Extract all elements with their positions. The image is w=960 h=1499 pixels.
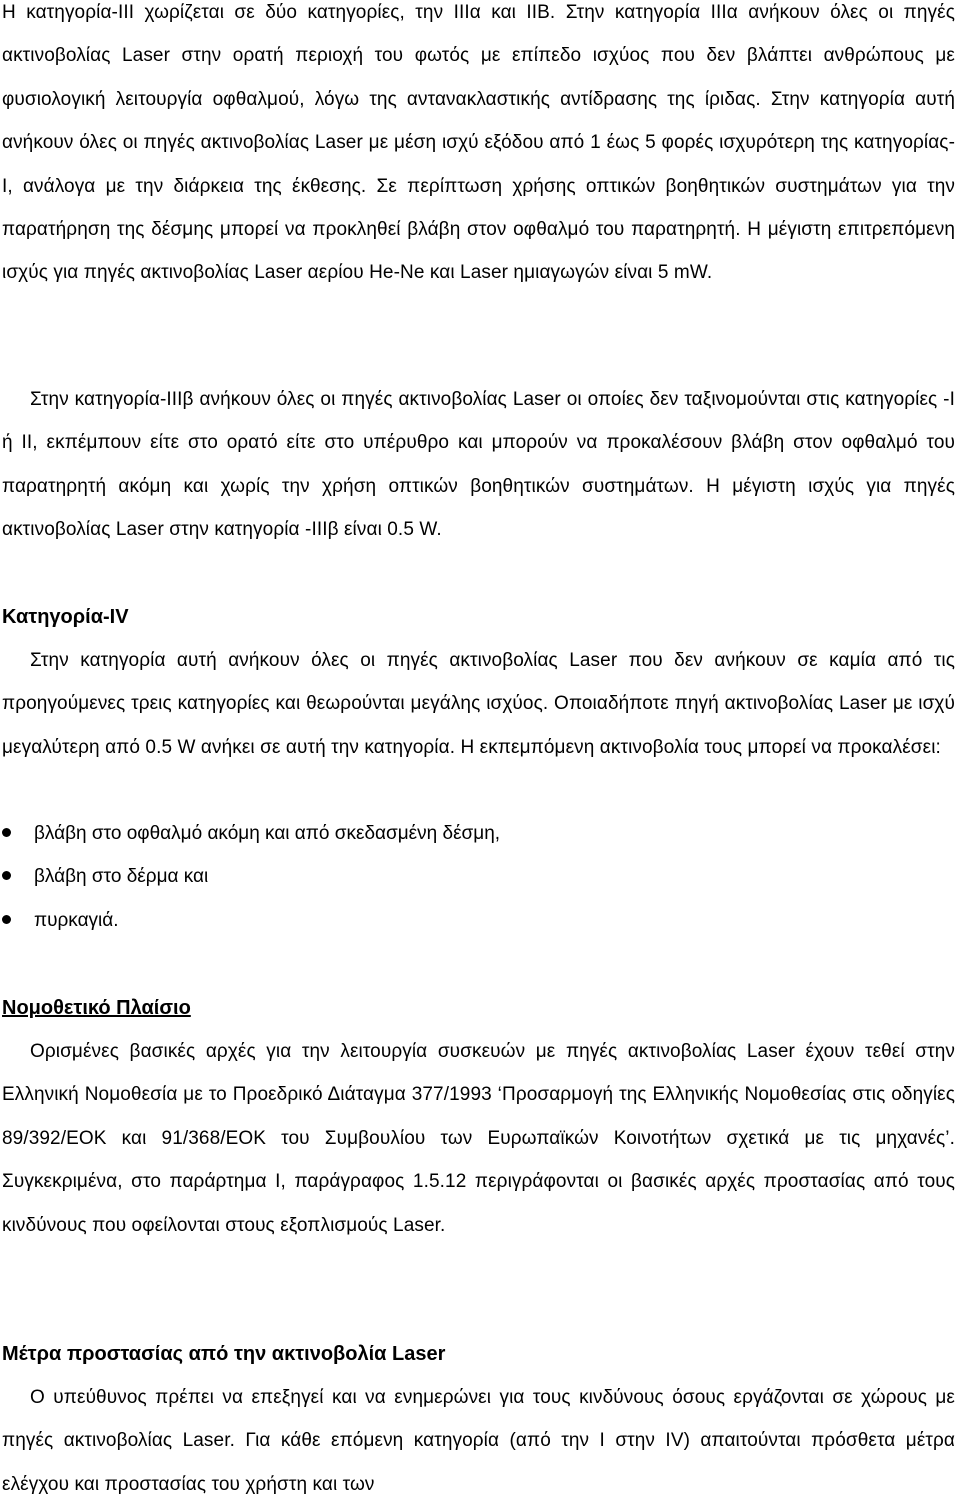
paragraph-protection-measures: Ο υπεύθυνος πρέπει να επεξηγεί και να ενημερώνει για τους κινδύνους όσους εργάζονται σε χώρους με πηγές ακτινοβολίας Laser. Για κάθε επόμενη κατηγορία (από την Ι στην IV) απαιτούνται πρόσθετα μέτρα ελέγχου και προστασίας του χρήστη και των — [2, 1387, 955, 1495]
bullet-icon — [2, 828, 11, 837]
list-item-text: πυρκαγιά. — [34, 909, 119, 931]
list-item — [0, 855, 950, 898]
bullet-icon — [2, 915, 11, 924]
list-item — [0, 812, 950, 855]
paragraph-category-3b: Στην κατηγορία-ΙΙΙβ ανήκουν όλες οι πηγές ακτινοβολίας Laser οι οποίες δεν ταξινομούνται στις κατηγορίες -Ι ή ΙΙ, εκπέμπουν είτε στο ορατό είτε στο υπέρυθρο και μπορούν να προκαλέσουν βλάβη στον οφθαλμό του παρατηρητή ακόμη και χωρίς την χρήση οπτικών βοηθητικών συστημάτων. Η μέγιστη ισχύς για πηγές ακτινοβολίας Laser στην κατηγορία -ΙΙΙβ είναι 0.5 W. — [2, 389, 955, 541]
list-item-text: βλάβη στο οφθαλμό ακόμη και από σκεδασμένη δέσμη, — [34, 823, 501, 844]
heading-category-4: Κατηγορία-IV — [2, 606, 129, 628]
paragraph-legal-framework: Ορισμένες βασικές αρχές για την λειτουργία συσκευών με πηγές ακτινοβολίας Laser έχουν τεθεί στην Ελληνική Νομοθεσία με το Προεδρικό Διάταγμα 377/1993 ‘Προσαρμογή της Ελληνικής Νομοθεσίας στις οδηγίες 89/392/ΕΟΚ και 91/368/ΕΟΚ του Συμβουλίου των Ευρωπαϊκών Κοινοτήτων σχετικά με τις μηχανές’. Συγκεκριμένα, στο παράρτημα Ι, παράγραφος 1.5.12 περιγράφονται οι βασικές αρχές προστασίας από τους κινδύνους που οφείλονται στους εξοπλισμούς Laser. — [2, 1041, 955, 1236]
hazard-list — [0, 812, 950, 942]
bullet-icon — [2, 871, 11, 880]
heading-protection-measures: Μέτρα προστασίας από την ακτινοβολία Laser — [2, 1343, 446, 1365]
list-item-text: βλάβη στο δέρμα και — [34, 866, 209, 888]
list-item — [0, 899, 950, 942]
heading-legal-framework: Νομοθετικό Πλαίσιο — [2, 997, 191, 1019]
paragraph-category-3: Η κατηγορία-ΙΙΙ χωρίζεται σε δύο κατηγορίες, την ΙΙΙα και ΙΙΒ. Στην κατηγορία ΙΙΙα ανήκουν όλες οι πηγές ακτινοβολίας Laser στην ορατή περιοχή του φωτός με επίπεδο ισχύος που δεν βλάπτει ανθρώπους με φυσιολογική λειτουργία οφθαλμού, λόγω της αντανακλαστικής αντίδρασης της ίριδας. Στην κατηγορία αυτή ανήκουν όλες οι πηγές ακτινοβολίας Laser με μέση ισχύ εξόδου από 1 έως 5 φορές ισχυρότερη της κατηγορίας-Ι, ανάλογα με την διάρκεια της έκθεσης. Σε περίπτωση χρήσης οπτικών βοηθητικών συστημάτων για την παρατήρηση της δέσμης μπορεί να προκληθεί βλάβη στον οφθαλμό του παρατηρητή. Η μέγιστη επιτρεπόμενη ισχύς για πηγές ακτινοβολίας Laser αερίου He-Ne και Laser ημιαγωγών είναι 5 mW. — [2, 2, 955, 284]
paragraph-category-4: Στην κατηγορία αυτή ανήκουν όλες οι πηγές ακτινοβολίας Laser που δεν ανήκουν σε καμία από τις προηγούμενες τρεις κατηγορίες και θεωρούνται μεγάλης ισχύος. Οποιαδήποτε πηγή ακτινοβολίας Laser με ισχύ μεγαλύτερη από 0.5 W ανήκει σε αυτή την κατηγορία. Η εκπεμπόμενη ακτινοβολία τους μπορεί να προκαλέσει: — [2, 650, 955, 758]
